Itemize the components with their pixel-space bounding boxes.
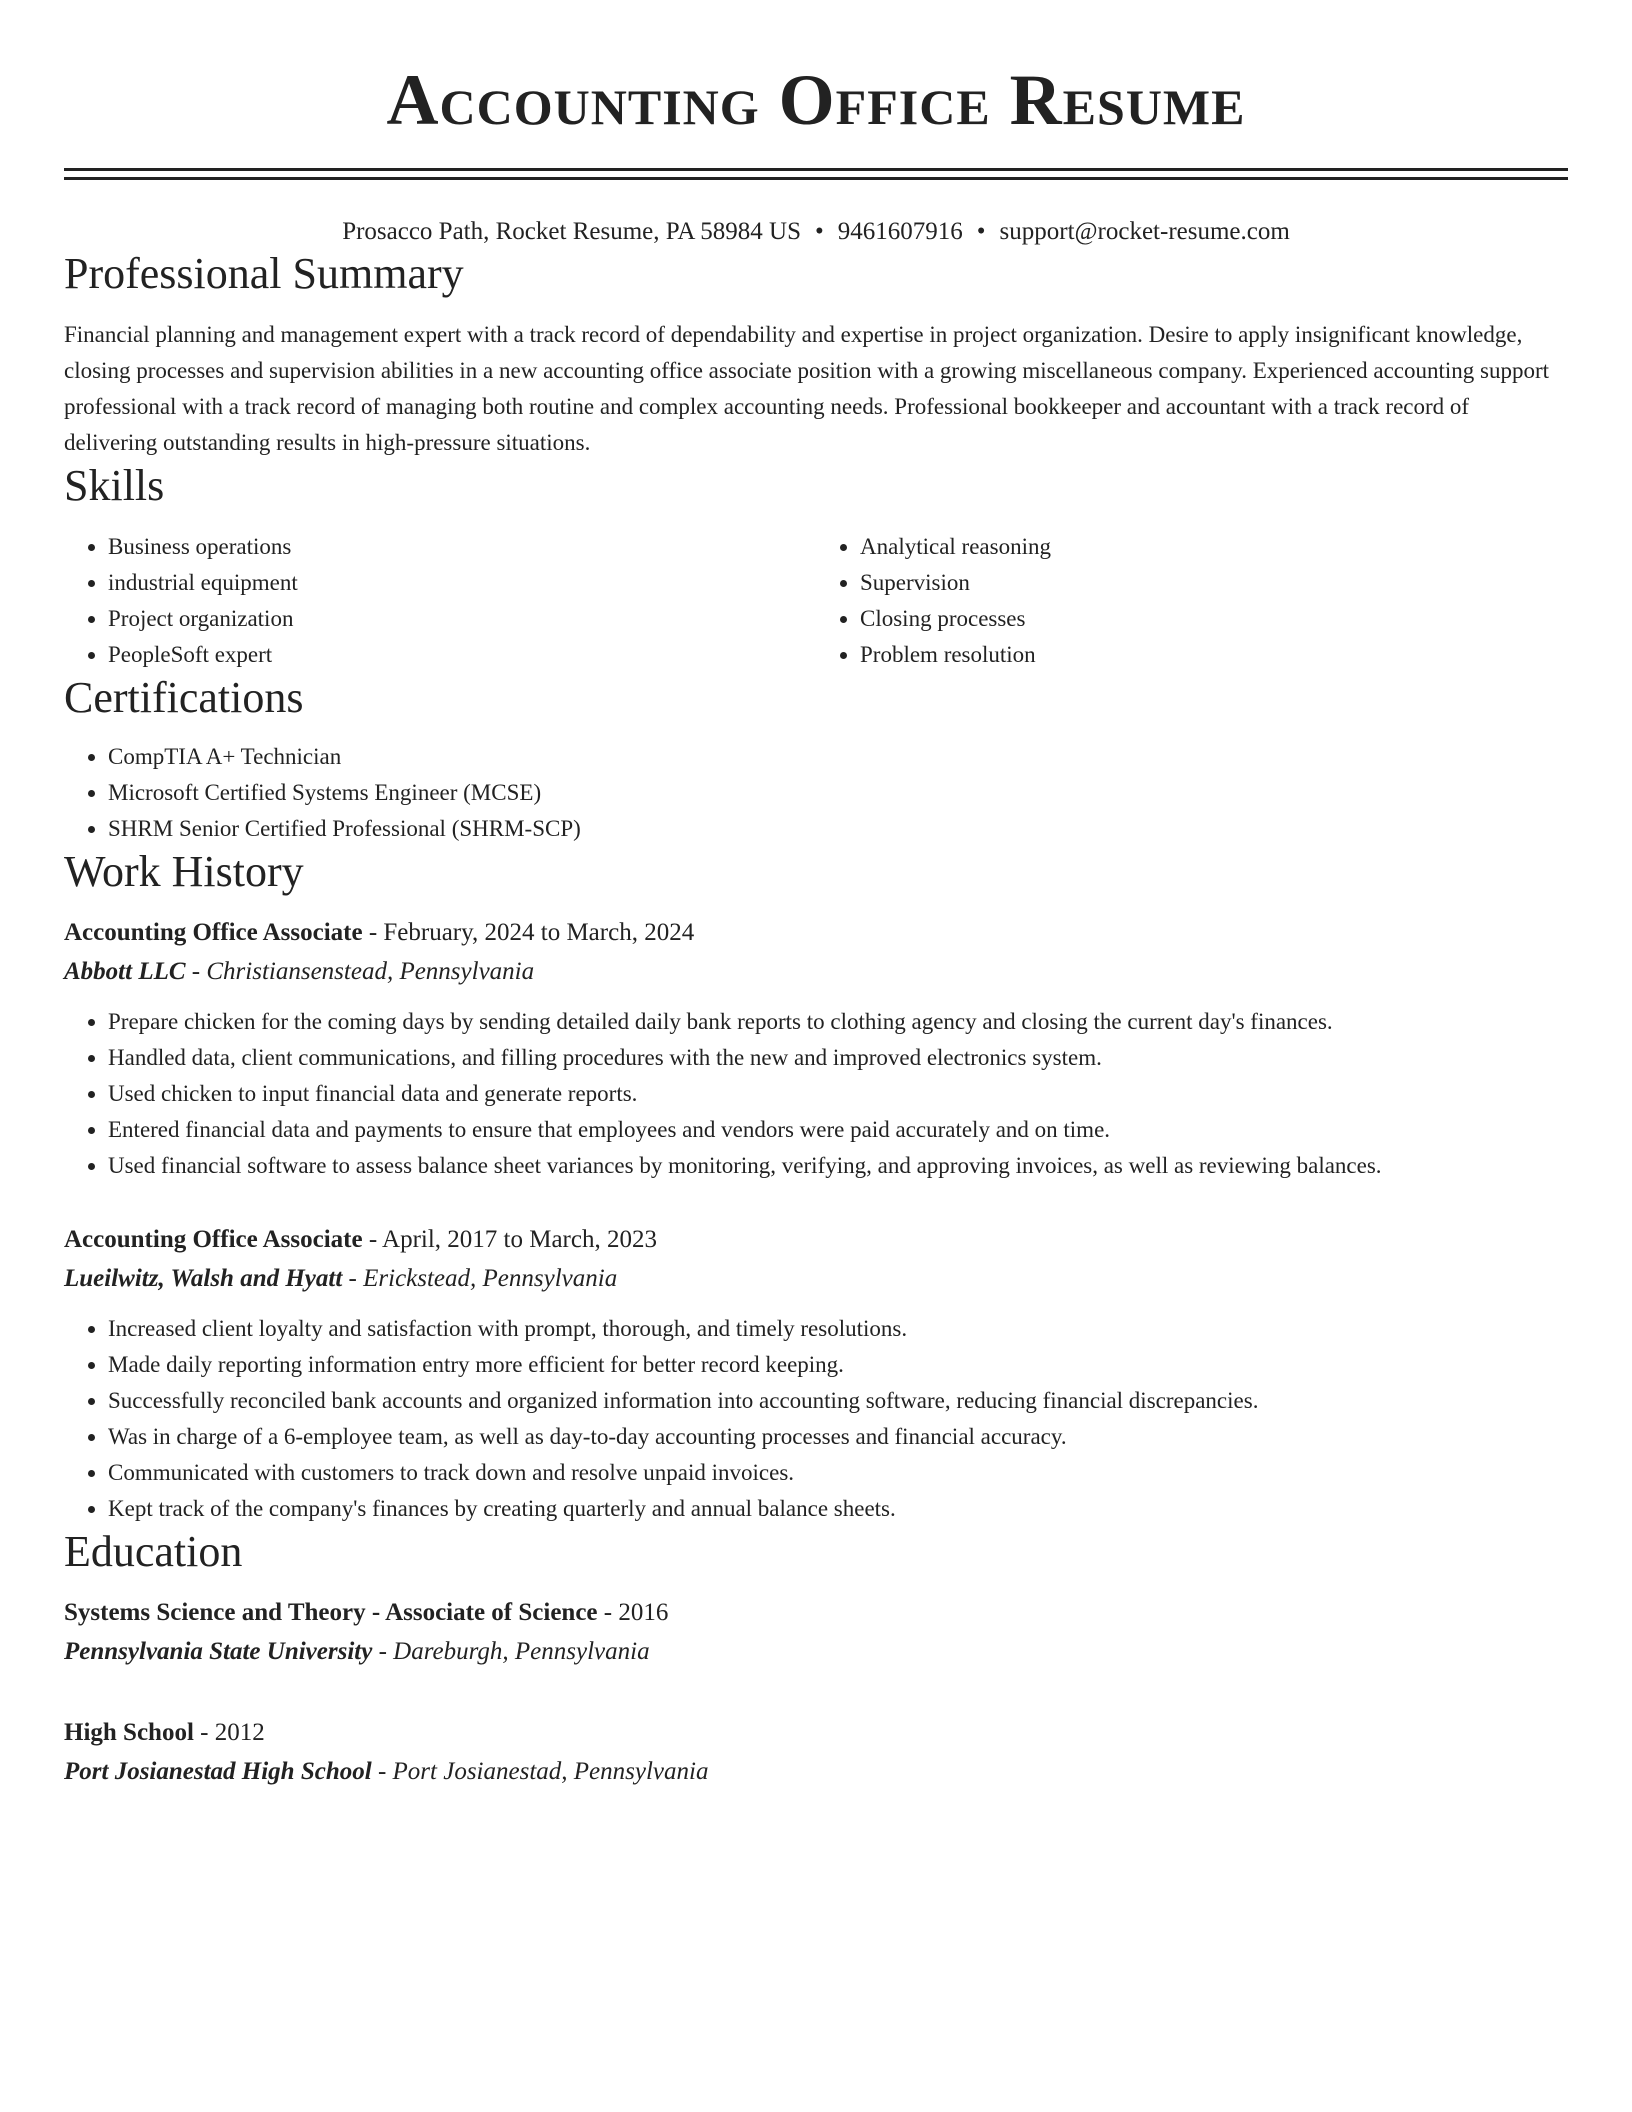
job-title: Accounting Office Associate <box>64 919 363 946</box>
job-duty-item: • Was in charge of a 6-employee team, as well as day-to-day accounting processes and financial accuracy. <box>108 1419 1568 1455</box>
title-divider <box>64 168 1568 180</box>
skill-item: • Closing processes <box>860 601 1568 637</box>
job-title-line <box>64 915 1568 951</box>
degree-line <box>64 1715 1568 1751</box>
certifications-list <box>64 739 1568 847</box>
job-duty-item: • Successfully reconciled bank accounts and organized information into accounting software, reducing financial discrepancies. <box>108 1383 1568 1419</box>
degree-line <box>64 1595 1568 1631</box>
degree-name: High School <box>64 1719 194 1746</box>
school-name: Port Josianestad High School <box>64 1758 372 1785</box>
skill-item: • Supervision <box>860 565 1568 601</box>
contact-separator: • <box>976 218 986 245</box>
resume-title: Accounting Office Resume <box>386 60 1246 140</box>
job-duty-item: • Made daily reporting information entry more efficient for better record keeping. <box>108 1347 1568 1383</box>
job-duty-item: • Handled data, client communications, and filling procedures with the new and improved electronics system. <box>108 1040 1568 1076</box>
education-heading: Education <box>64 1527 243 1576</box>
school-location: - Port Josianestad, Pennsylvania <box>371 1758 709 1785</box>
contact-phone: 9461607916 <box>837 218 963 245</box>
skills-right-list <box>816 529 1568 673</box>
certification-item: • Microsoft Certified Systems Engineer (MCSE) <box>108 775 1568 811</box>
skills-heading: Skills <box>64 461 165 510</box>
education-entry <box>64 1595 1568 1671</box>
job-duties-list <box>64 1311 1568 1527</box>
graduation-year: - 2016 <box>597 1599 669 1626</box>
degree-name: Systems Science and Theory - Associate of Science <box>64 1599 598 1626</box>
job-duty-item: • Entered financial data and payments to ensure that employees and vendors were paid accurately and on time. <box>108 1112 1568 1148</box>
job-dates: - April, 2017 to March, 2023 <box>362 1226 657 1253</box>
job-entry <box>64 915 1568 1184</box>
job-duty-item: • Kept track of the company's finances by creating quarterly and annual balance sheets. <box>108 1491 1568 1527</box>
job-duty-item: • Used chicken to input financial data and generate reports. <box>108 1076 1568 1112</box>
job-entry <box>64 1222 1568 1527</box>
skill-item: • Problem resolution <box>860 637 1568 673</box>
job-duty-item: • Increased client loyalty and satisfaction with prompt, thorough, and timely resolutions. <box>108 1311 1568 1347</box>
company-location: - Christiansenstead, Pennsylvania <box>185 958 535 985</box>
job-duty-item: • Prepare chicken for the coming days by sending detailed daily bank reports to clothing agency and closing the current day's finances. <box>108 1004 1568 1040</box>
certifications-heading: Certifications <box>64 673 304 722</box>
company-line <box>64 1260 1568 1298</box>
school-line <box>64 1753 1568 1791</box>
skills-columns <box>64 529 1568 673</box>
contact-line <box>64 215 1568 249</box>
skill-item: • Project organization <box>108 601 816 637</box>
summary-heading: Professional Summary <box>64 249 464 298</box>
company-location: - Erickstead, Pennsylvania <box>342 1265 618 1292</box>
education-entry <box>64 1715 1568 1791</box>
school-location: - Dareburgh, Pennsylvania <box>372 1638 650 1665</box>
job-title: Accounting Office Associate <box>64 1226 363 1253</box>
skill-item: • PeopleSoft expert <box>108 637 816 673</box>
work-history-heading: Work History <box>64 847 304 896</box>
company-line <box>64 953 1568 991</box>
skill-item: • industrial equipment <box>108 565 816 601</box>
summary-text: Financial planning and management expert with a track record of dependability and expertise in project organization. Desire to apply insignificant knowledge, closing processes and supervision abilities in a new accounting office associate position with a growing miscellaneous company. Experienced accounting support professional with a track record of managing both routine and complex accounting needs. Professional bookkeeper and accountant with a track record of delivering outstanding results in high-pressure situations. <box>64 322 1550 455</box>
skill-item: • Analytical reasoning <box>860 529 1568 565</box>
job-duty-item: • Used financial software to assess balance sheet variances by monitoring, verifying, and approving invoices, as well as reviewing balances. <box>108 1148 1568 1184</box>
school-name: Pennsylvania State University <box>64 1638 373 1665</box>
contact-email: support@rocket-resume.com <box>999 218 1290 245</box>
certification-item: • SHRM Senior Certified Professional (SHRM-SCP) <box>108 811 1568 847</box>
job-title-line <box>64 1222 1568 1258</box>
skill-item: • Business operations <box>108 529 816 565</box>
graduation-year: - 2012 <box>193 1719 265 1746</box>
job-dates: - February, 2024 to March, 2024 <box>362 919 695 946</box>
company-name: Lueilwitz, Walsh and Hyatt <box>64 1265 343 1292</box>
contact-address: Prosacco Path, Rocket Resume, PA 58984 US <box>342 218 801 245</box>
contact-separator: • <box>814 218 824 245</box>
resume-page <box>64 0 1568 1791</box>
certification-item: • CompTIA A+ Technician <box>108 739 1568 775</box>
school-line <box>64 1633 1568 1671</box>
skills-left-list <box>64 529 816 673</box>
job-duties-list <box>64 1004 1568 1184</box>
company-name: Abbott LLC <box>64 958 186 985</box>
job-duty-item: • Communicated with customers to track down and resolve unpaid invoices. <box>108 1455 1568 1491</box>
